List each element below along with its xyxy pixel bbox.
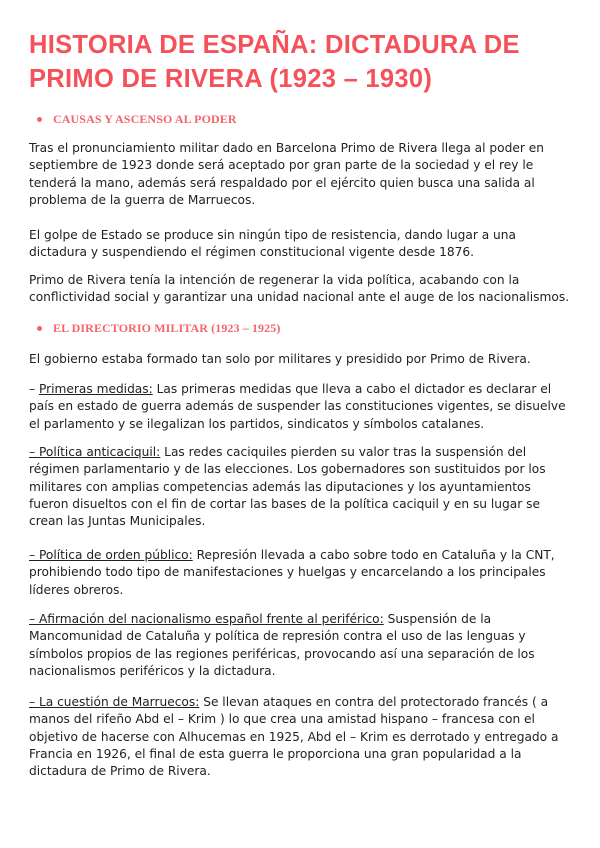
list-item-marruecos: [29, 694, 574, 780]
item-text: Suspensión de la Mancomunidad de Cataluña y política de represión contra el uso de las lenguas y símbolos propios de las regiones periféricas, provocando así una separación de los nacionalismos periféricos y la dictadura.: [29, 612, 535, 678]
item-label: Primeras medidas:: [38, 382, 153, 396]
bullet-icon: [37, 326, 42, 331]
item-text: Se llevan ataques en contra del protectorado francés ( a manos del rifeño Abd el – Krim ) lo que crea una amistad hispano – francesa con el objetivo de hacerse con Alhucemas en 1925, Abd el – Krim es derrotado y entregado a Francia en 1926, el final de esta guerra le proporciona una gran popularidad a la dictadura de Primo de Rivera.: [29, 695, 559, 779]
item-label: – Política anticaciquil:: [29, 445, 161, 459]
item-prefix: –: [29, 382, 39, 396]
item-label: – La cuestión de Marruecos:: [29, 695, 200, 709]
list-item-primeras-medidas: [29, 381, 574, 433]
item-label: – Afirmación del nacionalismo español frente al periférico:: [29, 612, 384, 626]
paragraph-directorio-intro: El gobierno estaba formado tan solo por militares y presidido por Primo de Rivera.: [29, 352, 531, 366]
document-title: HISTORIA DE ESPAÑA: DICTADURA DE PRIMO DE RIVERA (1923 – 1930): [29, 31, 520, 93]
item-text: Represión llevada a cabo sobre todo en Cataluña y la CNT, prohibiendo todo tipo de manifestaciones y huelgas y encarcelando a los principales líderes obreros.: [29, 548, 555, 597]
list-item-nacionalismo: [29, 611, 574, 680]
item-label: – Política de orden público:: [29, 548, 193, 562]
paragraph-causas-3: Primo de Rivera tenía la intención de regenerar la vida política, acabando con la conflictividad social y garantizar una unidad nacional ante el auge de los nacionalismos.: [29, 273, 570, 305]
paragraph-causas-2: El golpe de Estado se produce sin ningún tipo de resistencia, dando lugar a una dictadura y suspendiendo el régimen constitucional vigente desde 1876.: [29, 228, 516, 260]
section-heading-causas: [37, 112, 237, 127]
item-text: Las primeras medidas que lleva a cabo el dictador es declarar el país en estado de guerra además de suspender las constituciones vigentes, se disuelve el parlamento y se ilegalizan los partidos, sindicatos y símbolos catalanes.: [29, 382, 566, 431]
paragraph-causas-1: Tras el pronunciamiento militar dado en Barcelona Primo de Rivera llega al poder en septiembre de 1923 donde será aceptado por gran parte de la sociedad y el rey le tenderá la mano, además será respaldado por el ejército quien busca una salida al problema de la guerra de Marruecos.: [29, 141, 544, 207]
item-text: Las redes caciquiles pierden su valor tras la suspensión del régimen parlamentario y de las elecciones. Los gobernadores son sustituidos por los militares con amplias competencias además las diputaciones y los ayuntamientos fueron disueltos con el fin de cortar las bases de la política caciquil y en su lugar se crean las Juntas Municipales.: [29, 445, 546, 529]
list-item-politica-anticaciquil: [29, 444, 574, 530]
list-item-orden-publico: [29, 547, 574, 599]
bullet-icon: [37, 117, 42, 122]
section-heading-label: CAUSAS Y ASCENSO AL PODER: [53, 112, 237, 126]
section-heading-directorio: [37, 321, 280, 336]
section-heading-label: EL DIRECTORIO MILITAR (1923 – 1925): [53, 321, 281, 335]
